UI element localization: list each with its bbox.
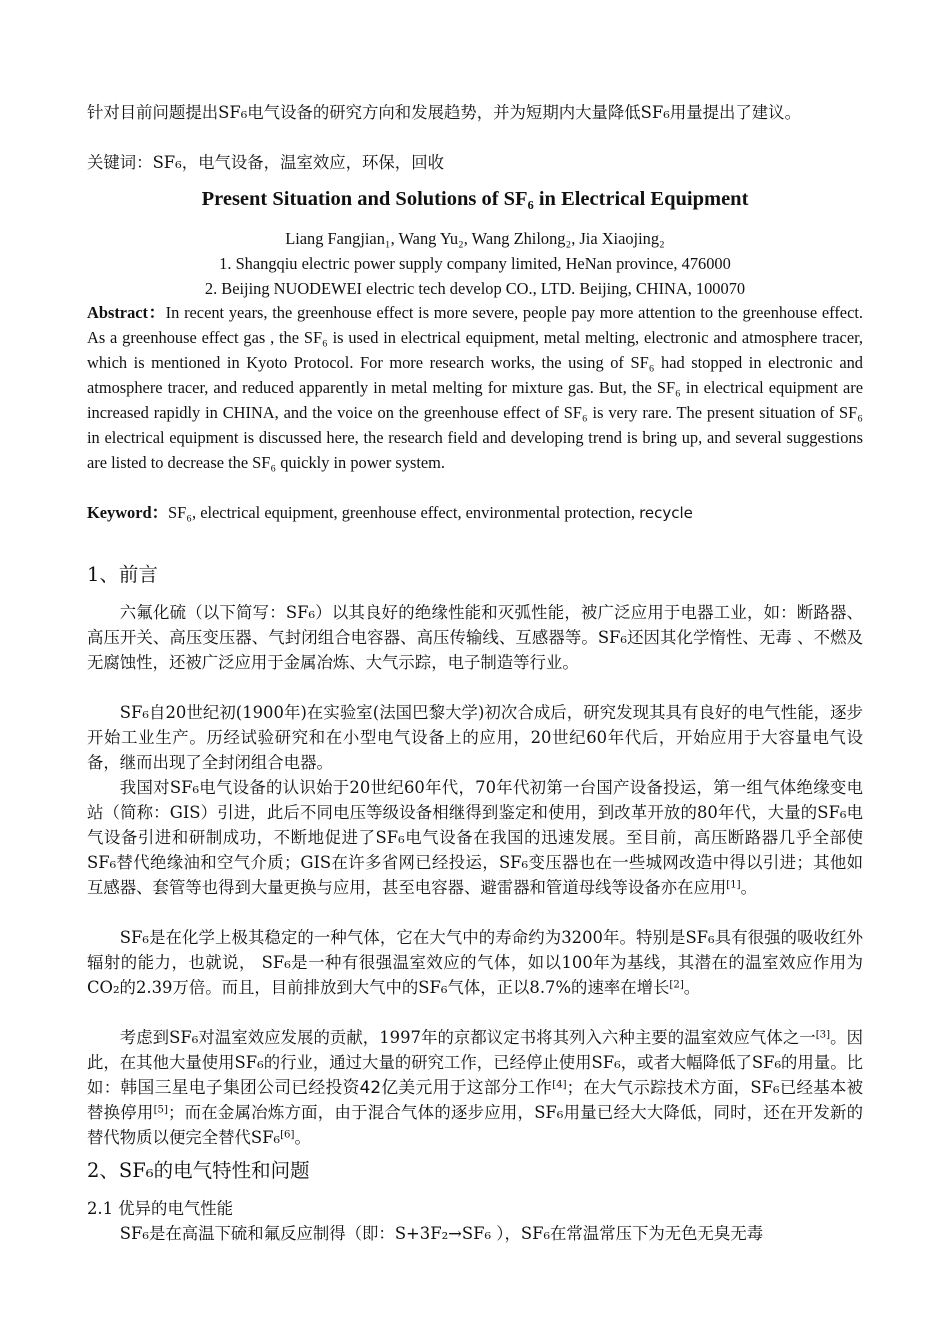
abstract-label: Abstract：: [87, 303, 166, 322]
paragraph-5-end: 。: [294, 1128, 311, 1147]
paragraph-3-end: 。: [740, 878, 758, 897]
citation-4: [4]: [552, 1079, 567, 1091]
section-1-paragraph-5: [87, 1025, 863, 1150]
abstract-text: In recent years, the greenhouse effect is more severe, people pay more attention to the greenhouse effect. As a greenhouse effect gas , the SF₆ is used in electrical equipment, metal melting, electronic and atmosphere tracer, which is mentioned in Kyoto Protocol. For more research works, the using of SF₆ had stopped in electronic and atmosphere tracer, and reduced apparently in metal melting for mixture gas. But, the SF₆ in electrical equipment are increased rapidly in CHINA, and the voice on the greenhouse effect of SF₆ is very rare. The present situation of SF₆ in electrical equipment is discussed here, the research field and developing trend is bring up, and several suggestions are listed to decrease the SF₆ quickly in power system.: [87, 303, 863, 472]
chinese-keywords-label: 关键词：: [87, 153, 153, 172]
affiliation-2: 2. Beijing NUODEWEI electric tech develop CO., LTD. Beijing, CHINA, 100070: [204, 279, 746, 298]
section-1-paragraph-2: SF₆自20世纪初(1900年)在实验室(法国巴黎大学)初次合成后，研究发现其具有良好的电气性能，逐步开始工业生产。历经试验研究和在小型电气设备上的应用，20世纪60年代后，开始应用于大容量电气设备，继而出现了全封闭组合电器。: [87, 703, 863, 772]
paragraph-5-part-b: 。因此，在其他大量使用SF₆的行业，通过大量的研究工作，已经停止使用SF₆，或者大幅降低了SF₆的用量。比如：: [87, 1028, 863, 1097]
citation-3: [3]: [815, 1029, 831, 1041]
citation-6: [6]: [280, 1129, 295, 1141]
chinese-abstract-tail: 针对目前问题提出SF₆电气设备的研究方向和发展趋势，并为短期内大量降低SF₆用量提出了建议。: [87, 103, 801, 122]
citation-2: [2]: [669, 979, 684, 991]
samsung-investment-note: 韩国三星电子集团公司已经投资42亿美元用于这部分工作: [120, 1077, 553, 1097]
chinese-keywords-text: SF₆，电气设备，温室效应，环保，回收: [152, 153, 444, 172]
section-1-paragraph-1: 六氟化硫（以下简写：SF₆）以其良好的绝缘性能和灭弧性能，被广泛应用于电器工业，如：断路器、高压开关、高压变压器、气封闭组合电容器、高压传输线、互感器等。SF₆还因其化学惰性、无毒 、不燃及无腐蚀性，还被广泛应用于金属冶炼、大气示踪，电子制造等行业。: [87, 603, 863, 672]
citation-1: [1]: [726, 879, 741, 891]
paragraph-5-part-d: ；而在金属冶炼方面，由于混合气体的逐步应用，SF₆用量已经大大降低，同时，还在开发新的替代物质以便完全替代SF₆: [87, 1103, 864, 1147]
affiliation-1: 1. Shangqiu electric power supply company limited, HeNan province, 476000: [219, 254, 731, 273]
english-keywords: [87, 500, 863, 526]
keyword-last: recycle: [639, 504, 693, 522]
chinese-keywords: [87, 150, 863, 175]
english-title: Present Situation and Solutions of SF₆ in Electrical Equipment: [201, 188, 749, 210]
section-2-heading: 2、SF₆的电气特性和问题: [87, 1159, 310, 1182]
section-1-paragraph-4: [87, 925, 863, 1000]
english-authors: Liang Fangjian₁, Wang Yu₂, Wang Zhilong₂, Jia Xiaojing₂: [285, 229, 665, 248]
paragraph-4-text: SF₆是在化学上极其稳定的一种气体，它在大气中的寿命约为3200年。特别是SF₆具有很强的吸收红外辐射的能力，也就说， SF₆是一种有很强温室效应的气体，如以100年为基线，其潜在的温室效应作用为CO₂的2.39万倍。而且，目前排放到大气中的SF₆气体，正以8.7%的速率在增长: [87, 928, 863, 997]
paragraph-3-text: 我国对SF₆电气设备的认识始于20世纪60年代，70年代初第一台国产设备投运，第一组气体绝缘变电站（简称：GIS）引进，此后不同电压等级设备相继得到鉴定和使用，到改革开放的80年代，大量的SF₆电气设备引进和研制成功，不断地促进了SF₆电气设备在我国的迅速发展。至目前，高压断路器几乎全部使SF₆替代绝缘油和空气介质；GIS在许多省网已经投运，SF₆变压器也在一些城网改造中得以引进；其他如互感器、套管等也得到大量更换与应用，甚至电容器、避雷器和管道母线等设备亦在应用: [87, 778, 863, 897]
citation-5: [5]: [153, 1104, 168, 1116]
section-1-heading: 1、前言: [87, 563, 158, 586]
section-2-paragraph-1: SF₆是在高温下硫和氟反应制得（即：S+3F₂→SF₆ ），SF₆在常温常压下为无色无臭无毒: [119, 1224, 764, 1243]
keyword-label: Keyword：: [87, 503, 169, 522]
paragraph-5-part-a: 考虑到SF₆对温室效应发展的贡献，1997年的京都议定书将其列入六种主要的温室效应气体之一: [119, 1028, 816, 1047]
english-abstract: [87, 300, 863, 475]
paragraph-4-end: 。: [683, 978, 701, 997]
keyword-text: SF₆, electrical equipment, greenhouse effect, environmental protection,: [168, 503, 640, 522]
section-2-1-heading: 2.1 优异的电气性能: [87, 1199, 234, 1218]
paragraph-5-part-c: ；在大气示踪技术方面，SF₆已经基本被替换停用: [87, 1078, 864, 1122]
section-1-paragraph-3: [87, 775, 863, 900]
